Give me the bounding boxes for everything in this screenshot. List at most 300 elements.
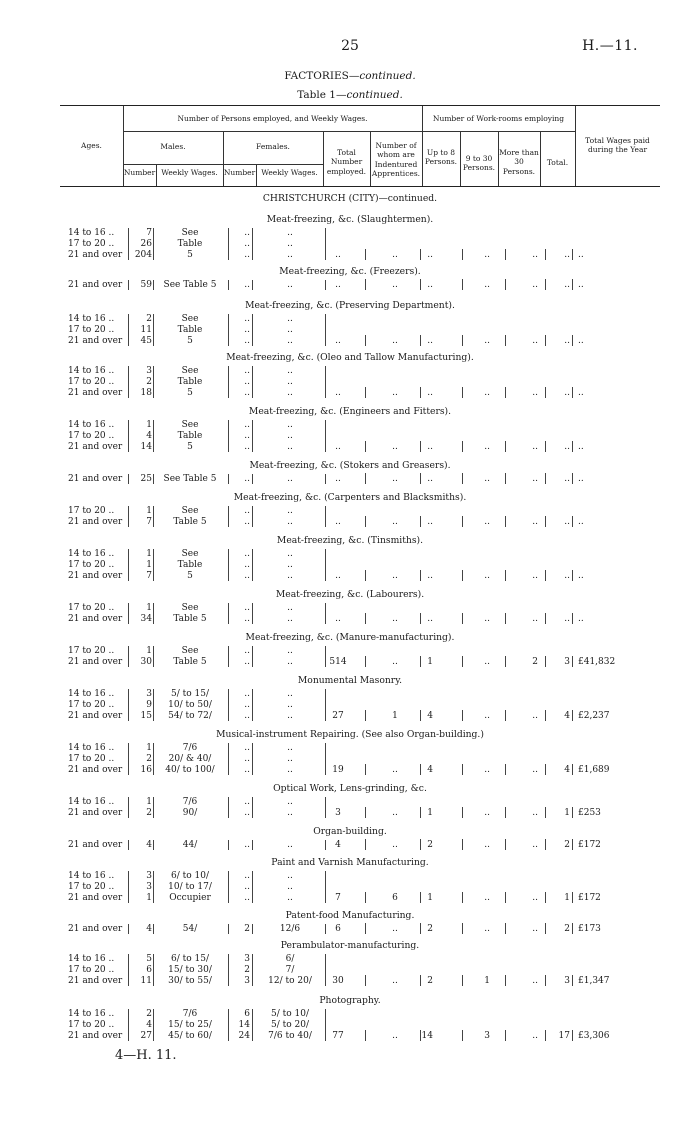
column-rule [420,249,421,260]
cell-mw: Table [177,431,203,441]
column-rule [325,646,326,667]
cell-r30p: .. [532,808,538,818]
section-title: Meat-freezing, &c. (Oleo and Tallow Manufacturing). [226,352,474,363]
column-rule [462,764,463,775]
column-rule [505,839,506,850]
cell-r30p: .. [532,474,538,484]
column-rule [572,441,573,452]
cell-fn: .. [244,517,250,527]
header-more-than-30: More than 30 Persons. [499,148,539,176]
column-rule [252,797,253,818]
column-rule [420,764,421,775]
section-title: Monumental Masonry. [297,675,403,686]
column-rule [420,279,421,290]
cell-r930: .. [484,442,490,452]
cell-r930: .. [484,711,490,721]
column-rule [365,807,366,818]
column-rule [128,549,129,581]
cell-fw: .. [287,871,293,881]
cell-fn: .. [244,808,250,818]
cell-r30p: .. [532,765,538,775]
column-rule [505,710,506,721]
column-rule [365,923,366,934]
cell-age: 21 and over [68,442,123,452]
column-rule [228,228,229,260]
column-rule [572,570,573,581]
cell-r930: 1 [484,976,490,986]
section-title: Paint and Varnish Manufacturing. [271,857,429,868]
column-rule [462,807,463,818]
column-rule [325,689,326,721]
cell-fn: .. [244,614,250,624]
cell-fw: .. [287,614,293,624]
header-males: Males. [160,142,186,151]
column-rule [153,603,154,624]
column-rule [153,228,154,260]
column-rule [325,603,326,624]
cell-fn: .. [244,646,250,656]
column-rule [252,743,253,775]
cell-fn: .. [244,377,250,387]
cell-males: 11 [140,976,152,986]
column-rule [572,710,573,721]
cell-mw: 44/ [182,840,198,850]
cell-rtot: 4 [564,765,570,775]
cell-r930: .. [484,840,490,850]
cell-app: .. [392,474,398,484]
column-rule [153,871,154,903]
cell-app: .. [392,336,398,346]
cell-fn: .. [244,657,250,667]
cell-mw: 45/ to 60/ [168,1031,212,1041]
column-rule [252,646,253,667]
cell-rtot: .. [564,250,570,260]
column-rule [505,923,506,934]
column-rule [462,656,463,667]
cell-fn: .. [244,366,250,376]
cell-age: 17 to 20 .. [68,882,115,892]
cell-fn: .. [244,840,250,850]
cell-fw: .. [287,893,293,903]
column-rule [572,764,573,775]
column-rule [365,441,366,452]
cell-mw: See [181,506,199,516]
column-rule [462,279,463,290]
cell-mw: 54/ [182,924,198,934]
cell-app: .. [392,1031,398,1041]
cell-r30p: .. [532,517,538,527]
column-rule [420,710,421,721]
column-rule [252,840,253,850]
cell-r930: .. [484,614,490,624]
column-rule [572,279,573,290]
column-rule [153,1009,154,1041]
cell-males: 27 [140,1031,152,1041]
cell-mw: 15/ to 25/ [168,1020,212,1030]
cell-males: 4 [146,1020,152,1030]
cell-r8: 1 [427,893,433,903]
cell-rtot: 3 [564,976,570,986]
column-rule [545,892,546,903]
cell-fw: 7/ [285,965,295,975]
cell-age: 14 to 16 .. [68,689,115,699]
cell-fw: .. [287,325,293,335]
cell-fn: .. [244,420,250,430]
cell-r8: 2 [427,976,433,986]
cell-mw: 7/6 [182,797,198,807]
header-total: Total. [546,158,569,167]
column-rule [252,280,253,290]
cell-fw: .. [287,366,293,376]
cell-age: 21 and over [68,893,123,903]
cell-tot: .. [335,388,341,398]
column-rule [325,871,326,903]
cell-mw: Table [177,377,203,387]
cell-age: 21 and over [68,517,123,527]
header-females: Females. [256,142,290,151]
cell-fw: .. [287,700,293,710]
cell-fn: 2 [244,965,250,975]
cell-fn: .. [244,711,250,721]
cell-fw: .. [287,797,293,807]
cell-males: 2 [146,1009,152,1019]
column-rule [128,314,129,346]
column-rule [505,279,506,290]
header-apprentices: Number of whom are Indentured Apprentices. [371,141,421,179]
cell-males: 2 [146,377,152,387]
column-rule [228,1009,229,1041]
cell-fn: 6 [244,1009,250,1019]
cell-fn: .. [244,893,250,903]
column-rule [505,249,506,260]
section-title: Musical-instrument Repairing. (See also Organ-building.) [216,729,484,740]
cell-r30p: .. [532,571,538,581]
section-title: Meat-freezing, &c. (Carpenters and Blacksmiths). [233,492,467,503]
cell-fn: .. [244,797,250,807]
column-rule [153,366,154,398]
cell-males: 11 [140,325,152,335]
cell-rtot: .. [564,280,570,290]
column-rule [252,871,253,903]
cell-age: 21 and over [68,474,123,484]
header-males-wages: Weekly Wages. [161,168,218,177]
column-rule [365,710,366,721]
cell-r30p: .. [532,1031,538,1041]
cell-mw: 54/ to 72/ [168,711,212,721]
header-ages: Ages. [81,141,102,150]
column-rule [505,335,506,346]
column-rule [545,764,546,775]
cell-tot: .. [335,442,341,452]
cell-mw: 20/ & 40/ [168,754,212,764]
cell-males: 34 [140,614,152,624]
cell-rtot: 4 [564,711,570,721]
cell-mw: 5 [187,571,193,581]
cell-r8: 2 [427,924,433,934]
column-rule [228,954,229,986]
cell-app: .. [392,808,398,818]
cell-app: .. [392,250,398,260]
column-rule [228,871,229,903]
cell-age: 17 to 20 .. [68,431,115,441]
column-rule [462,613,463,624]
cell-fn: .. [244,280,250,290]
cell-males: 1 [146,743,152,753]
column-rule [365,570,366,581]
cell-tot: 6 [335,924,341,934]
column-rule [325,474,326,484]
cell-wages: .. [578,336,584,346]
cell-tot: 77 [332,1031,344,1041]
column-rule [325,797,326,818]
cell-wages: £1,689 [578,765,610,775]
cell-mw: See [181,228,199,238]
cell-fn: .. [244,250,250,260]
cell-wages: £172 [578,840,601,850]
cell-age: 14 to 16 .. [68,797,115,807]
cell-fn: .. [244,571,250,581]
cell-males: 26 [140,239,152,249]
cell-fn: .. [244,560,250,570]
column-rule [153,420,154,452]
cell-tot: 3 [335,808,341,818]
cell-wages: £1,347 [578,976,610,986]
column-rule [365,975,366,986]
column-rule [365,764,366,775]
cell-app: .. [392,571,398,581]
cell-app: .. [392,765,398,775]
column-rule [545,923,546,934]
cell-fw: 5/ to 20/ [271,1020,309,1030]
cell-tot: 514 [329,657,347,667]
column-rule [252,366,253,398]
cell-fn: .. [244,603,250,613]
cell-r8: 1 [427,657,433,667]
section-title: Meat-freezing, &c. (Slaughtermen). [266,214,434,225]
cell-tot: 30 [332,976,344,986]
cell-age: 17 to 20 .. [68,1020,115,1030]
cell-tot: .. [335,474,341,484]
cell-r30p: .. [532,388,538,398]
cell-fw: .. [287,250,293,260]
cell-mw: See Table 5 [163,474,217,484]
cell-males: 4 [146,924,152,934]
cell-mw: 30/ to 55/ [168,976,212,986]
column-rule [153,954,154,986]
cell-wages: £173 [578,924,601,934]
header-persons-group: Number of Persons employed, and Weekly Wages. [177,114,368,123]
cell-r930: .. [484,893,490,903]
column-rule [545,613,546,624]
cell-males: 59 [140,280,152,290]
cell-fw: .. [287,603,293,613]
cell-r8: .. [427,517,433,527]
column-rule [420,441,421,452]
column-rule [128,366,129,398]
column-rule [572,923,573,934]
cell-fw: .. [287,517,293,527]
cell-mw: 7/6 [182,1009,198,1019]
column-rule [545,387,546,398]
cell-mw: See [181,646,199,656]
column-rule [545,335,546,346]
column-rule [252,506,253,527]
cell-age: 14 to 16 .. [68,1009,115,1019]
column-rule [153,743,154,775]
cell-app: .. [392,388,398,398]
cell-r8: .. [427,336,433,346]
title-continued: continued. [359,70,416,82]
cell-age: 14 to 16 .. [68,954,115,964]
column-rule [505,975,506,986]
column-rule [128,646,129,667]
column-rule [420,839,421,850]
cell-males: 5 [146,954,152,964]
cell-wages: £41,832 [578,657,616,667]
column-rule [462,441,463,452]
column-rule [505,473,506,484]
column-rule [572,613,573,624]
column-rule [153,646,154,667]
column-rule [228,646,229,667]
cell-fn: .. [244,882,250,892]
cell-rtot: .. [564,474,570,484]
cell-age: 14 to 16 .. [68,420,115,430]
cell-age: 17 to 20 .. [68,377,115,387]
section-title: Organ-building. [313,826,387,837]
column-rule [462,516,463,527]
column-rule [462,570,463,581]
column-rule [228,420,229,452]
cell-age: 21 and over [68,614,123,624]
column-rule [420,807,421,818]
cell-males: 7 [146,228,152,238]
cell-r930: .. [484,571,490,581]
cell-fw: 7/6 to 40/ [268,1031,312,1041]
cell-fw: .. [287,657,293,667]
cell-mw: Table [177,239,203,249]
cell-app: .. [392,442,398,452]
cell-males: 3 [146,871,152,881]
column-rule [545,516,546,527]
cell-mw: See [181,603,199,613]
cell-mw: See Table 5 [163,280,217,290]
column-rule [572,387,573,398]
table-label-continued: continued. [346,89,403,101]
header-up-to-8: Up to 8 Persons. [424,148,458,167]
column-rule [365,613,366,624]
column-rule [545,656,546,667]
column-rule [462,387,463,398]
column-rule [365,335,366,346]
column-rule [228,603,229,624]
cell-wages: £253 [578,808,601,818]
header-workrooms-group: Number of Work-rooms employing [432,114,565,123]
cell-fw: 12/6 [279,924,301,934]
cell-rtot: 3 [564,657,570,667]
cell-rtot: 2 [564,840,570,850]
cell-age: 17 to 20 .. [68,560,115,570]
cell-tot: .. [335,280,341,290]
cell-mw: See [181,314,199,324]
cell-fw: .. [287,377,293,387]
footer-signature: 4—H. 11. [115,1048,177,1063]
column-rule [365,387,366,398]
column-rule [420,923,421,934]
cell-males: 3 [146,689,152,699]
cell-r30p: 2 [532,657,538,667]
column-rule [505,807,506,818]
cell-fw: .. [287,549,293,559]
column-rule [572,516,573,527]
column-rule [545,1030,546,1041]
cell-age: 21 and over [68,1031,123,1041]
cell-males: 7 [146,571,152,581]
column-rule [505,1030,506,1041]
column-rule [462,335,463,346]
column-rule [128,743,129,775]
column-rule [325,549,326,581]
header-total-wages: Total Wages paid during the Year [585,136,650,155]
cell-rtot: 2 [564,924,570,934]
section-title: Meat-freezing, &c. (Engineers and Fitters). [248,406,452,417]
cell-app: .. [392,976,398,986]
column-rule [420,335,421,346]
column-rule [325,366,326,398]
column-rule [325,228,326,260]
cell-r8: .. [427,388,433,398]
cell-r930: .. [484,388,490,398]
cell-males: 15 [140,711,152,721]
cell-r930: .. [484,924,490,934]
column-rule [462,1030,463,1041]
header-females-number: Number [223,168,256,177]
page-number: 25 [341,38,359,54]
cell-age: 21 and over [68,571,123,581]
cell-mw: See [181,549,199,559]
cell-age: 17 to 20 .. [68,325,115,335]
column-rule [228,689,229,721]
column-rule [128,689,129,721]
column-rule [325,314,326,346]
cell-r30p: .. [532,924,538,934]
column-rule [505,387,506,398]
cell-males: 6 [146,965,152,975]
cell-males: 14 [140,442,152,452]
cell-wages: £3,306 [578,1031,610,1041]
column-rule [128,1009,129,1041]
cell-fw: .. [287,280,293,290]
cell-age: 21 and over [68,336,123,346]
cell-age: 14 to 16 .. [68,743,115,753]
cell-fn: .. [244,700,250,710]
column-rule [228,924,229,934]
cell-age: 21 and over [68,250,123,260]
cell-males: 30 [140,657,152,667]
cell-males: 1 [146,549,152,559]
column-rule [153,840,154,850]
column-rule [252,603,253,624]
cell-fw: .. [287,743,293,753]
cell-fw: .. [287,336,293,346]
column-rule [228,314,229,346]
column-rule [545,807,546,818]
cell-fn: .. [244,871,250,881]
cell-males: 204 [134,250,152,260]
cell-fw: 6/ [285,954,295,964]
cell-r930: .. [484,808,490,818]
cell-wages: £2,237 [578,711,610,721]
